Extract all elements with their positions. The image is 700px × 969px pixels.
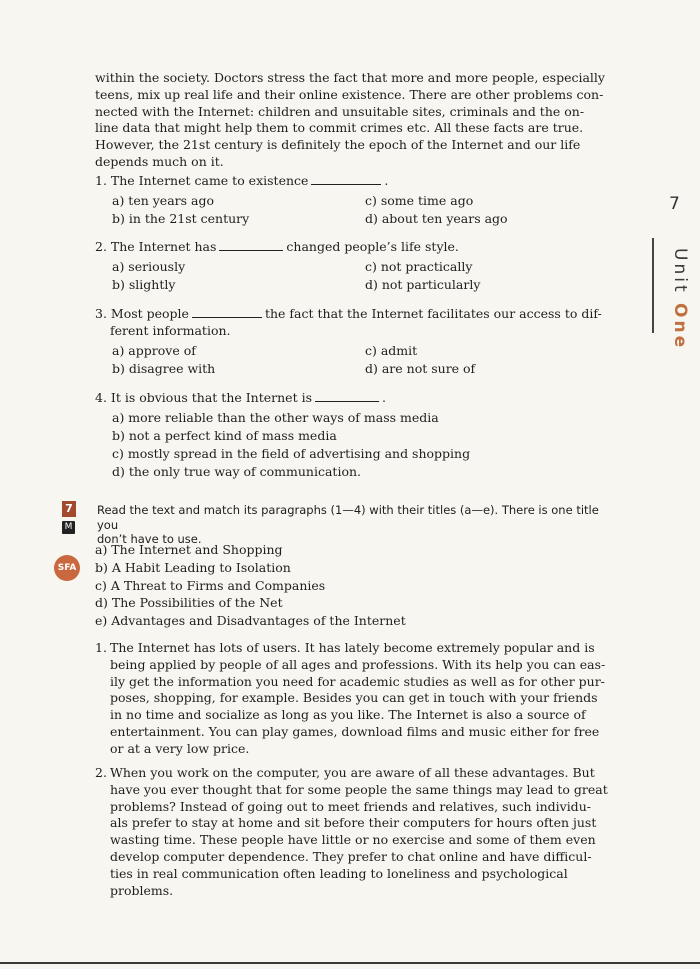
question-stem: 1. The Internet came to existence . [95,173,389,188]
options-list [112,409,625,480]
title-options [95,541,406,630]
paragraph-number: 2. [95,765,107,780]
question-stem: 4. It is obvious that the Internet is . [95,390,386,405]
title-option: a) The Internet and Shopping [95,542,283,557]
question-stem: 2. The Internet has changed people’s life style. [95,239,459,254]
intro-line: nected with the Internet: children and unsuitable sites, criminals and the on- [95,103,585,119]
option: a) seriously [112,259,186,274]
task-instruction [97,503,617,547]
paragraph-body: The Internet has lots of users. It has lately become extremely popular and is being applied by people of all ages and professions. With its help you can eas- ily get the information you need for academic studies as well as for other pur- poses, shopping, for example. Besides you can get in touch with your friends in no time and socialize as long as you like. The Internet is also a source of entertainment. You can play games, download films and music either for free or at a very low price. [110,640,606,756]
option: a) more reliable than the other ways of mass media [112,410,439,425]
intro-line: line data that might help them to commit crimes etc. All these facts are true. [95,120,584,136]
paragraph-number: 1. [95,640,107,655]
option: c) not practically [365,259,473,274]
option: c) admit [365,343,418,358]
intro-line: within the society. Doctors stress the fact that more and more people, especially [95,70,605,85]
text-paragraph-2 [95,765,617,899]
option: b) slightly [112,277,176,292]
option: d) about ten years ago [365,211,508,226]
answer-blank [219,239,283,251]
text-paragraph-1 [95,640,617,758]
title-option: e) Advantages and Disadvantages of the Internet [95,613,406,629]
option: b) in the 21st century [112,211,250,226]
instruction-line: Read the text and match its paragraphs (1—4) with their titles (a—e). There is one title you [97,503,599,532]
bottom-rule [0,962,700,964]
intro-line: depends much on it. [95,153,224,169]
question-stem-line2: ferent information. [110,323,231,338]
title-option: c) A Threat to Firms and Companies [95,577,326,593]
question-1 [95,172,625,227]
option: d) the only true way of communication. [112,464,361,479]
question-4 [95,389,625,480]
instruction-line: don’t have to use. [97,532,202,546]
option: c) mostly spread in the field of advertising and shopping [112,446,471,461]
answer-blank [311,173,381,185]
unit-name: One [670,303,690,351]
answer-blank [315,390,379,402]
question-2 [95,238,625,293]
options-grid [112,258,625,293]
option: b) not a perfect kind of mass media [112,428,337,443]
question-stem: 3. Most people the fact that the Internet facilitates our access to dif- [95,306,602,321]
intro-paragraph [95,70,617,171]
unit-label [660,248,690,350]
title-option: d) The Possibilities of the Net [95,595,283,611]
page-number: 7 [669,194,680,214]
option: c) some time ago [365,193,474,208]
unit-word: Unit [670,248,690,295]
question-3 [95,305,625,377]
intro-line: However, the 21st century is definitely the epoch of the Internet and our life [95,137,581,153]
sidebar-divider [652,238,654,333]
options-grid [112,192,625,227]
option: d) are not sure of [365,361,476,376]
answer-blank [192,306,262,318]
title-option: b) A Habit Leading to Isolation [95,559,291,575]
option: a) approve of [112,343,196,358]
paragraph-body: When you work on the computer, you are aware of all these advantages. But have you ever thought that for some people the same things may lead to great problems? Instead of going out to meet friends and relatives, such individu- als prefer to stay at home and sit before their computers for hours often just wasting time. These people have little or no exercise and some of them even develop computer dependence. They prefer to chat online and have difficul- ties in real communication often leading to loneliness and psychological problems. [110,765,608,898]
option: d) not particularly [365,277,481,292]
sfa-icon: SFA [54,555,80,581]
option: a) ten years ago [112,193,215,208]
audio-icon: M [62,521,75,534]
intro-line: teens, mix up real life and their online existence. There are other problems con- [95,86,604,102]
options-grid [112,342,625,377]
task-number-badge: 7 [62,501,76,517]
option: b) disagree with [112,361,216,376]
